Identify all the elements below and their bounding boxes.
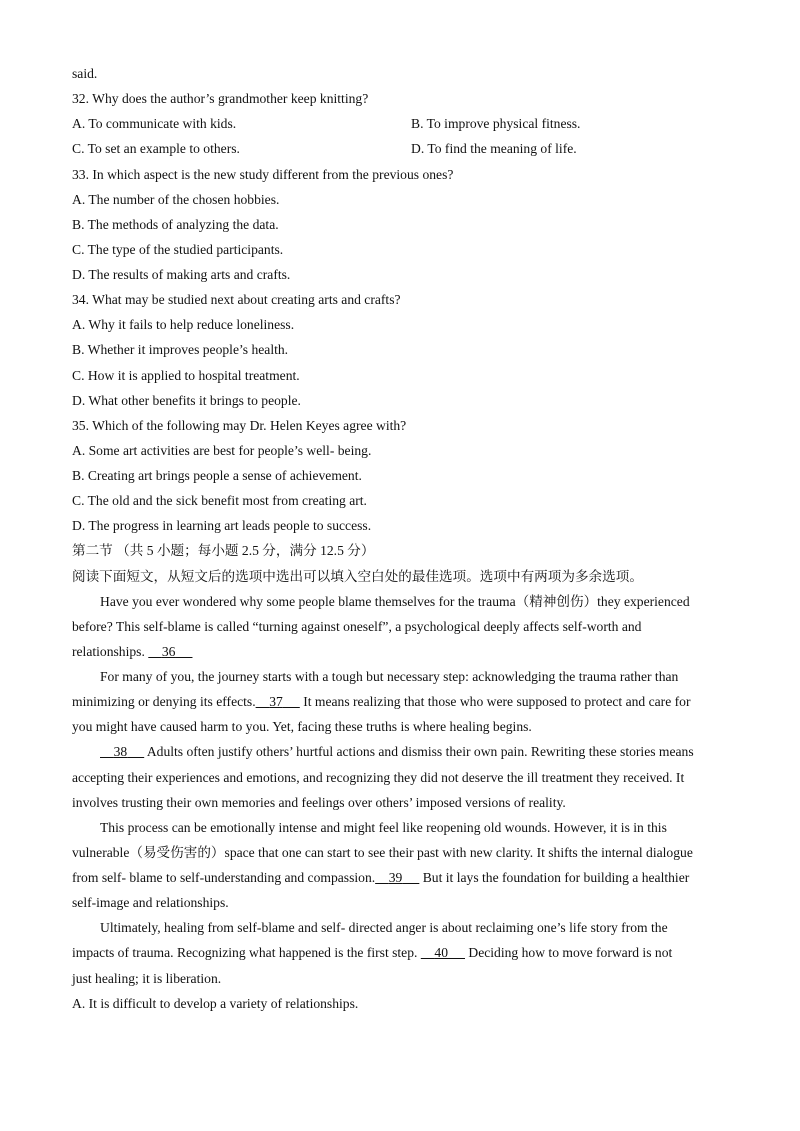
text-segment: C. The old and the sick benefit most from creating art.: [72, 493, 367, 509]
text-line: [72, 614, 732, 639]
text-segment: C. How it is applied to hospital treatment.: [72, 367, 300, 383]
text-line: [72, 488, 732, 513]
answer-blank: [375, 865, 419, 890]
text-segment: impacts of trauma. Recognizing what happened is the first step.: [72, 945, 421, 961]
text-line: [72, 287, 732, 312]
text-segment: A. To communicate with kids.: [72, 116, 237, 132]
text-line: [72, 513, 732, 538]
text-line: [72, 212, 732, 237]
text-line: [72, 136, 732, 161]
text-segment: A. It is difficult to develop a variety of relationships.: [72, 995, 359, 1011]
text-segment: before? This self-blame is called “turning against oneself”, a psychological deeply affects self-worth and: [72, 618, 642, 634]
text-line: [72, 815, 732, 840]
text-segment: C. The type of the studied participants.: [72, 241, 284, 257]
text-line: [72, 162, 732, 187]
text-line: [72, 966, 732, 991]
text-line: [72, 840, 732, 865]
text-segment: Have you ever wondered why some people blame themselves for the trauma（精神创伤）they experienced: [100, 593, 690, 609]
text-line: [72, 312, 732, 337]
text-segment: just healing; it is liberation.: [72, 970, 222, 986]
text-line: [72, 865, 732, 890]
text-line: [72, 438, 732, 463]
text-line: [72, 664, 732, 689]
text-segment: Deciding how to move forward is not: [465, 945, 673, 961]
text-segment: C. To set an example to others.: [72, 141, 240, 157]
text-segment: It means realizing that those who were supposed to protect and care for: [299, 694, 691, 710]
text-line: [72, 538, 732, 563]
text-line: [72, 915, 732, 940]
text-segment: minimizing or denying its effects.: [72, 694, 256, 710]
text-line: [72, 564, 732, 589]
text-segment: D. What other benefits it brings to people.: [72, 392, 301, 408]
text-line: [72, 765, 732, 790]
text-line: [72, 890, 732, 915]
text-line: [72, 739, 732, 764]
text-line: [72, 187, 732, 212]
text-segment: Adults often justify others’ hurtful actions and dismiss their own pain. Rewriting these stories means: [144, 744, 694, 760]
text-segment: 35. Which of the following may Dr. Helen Keyes agree with?: [72, 417, 407, 433]
text-line: [72, 714, 732, 739]
text-segment: A. The number of the chosen hobbies.: [72, 191, 280, 207]
text-segment: B. The methods of analyzing the data.: [72, 216, 279, 232]
text-segment: D. The results of making arts and crafts.: [72, 267, 291, 282]
text-line: [72, 689, 732, 714]
text-line: [72, 337, 732, 362]
text-segment: accepting their experiences and emotions, and recognizing they did not deserve the ill treatment they received. It: [72, 769, 685, 785]
blank-number: 39: [388, 870, 403, 885]
text-segment: 第二节 （共 5 小题；每小题 2.5 分，满分 12.5 分）: [72, 543, 375, 559]
text-segment: D. The progress in learning art leads people to success.: [72, 518, 372, 534]
answer-blank: [100, 739, 144, 764]
text-line: [72, 790, 732, 815]
text-line: [72, 589, 732, 614]
text-segment: 阅读下面短文，从短文后的选项中选出可以填入空白处的最佳选项。选项中有两项为多余选项。: [72, 568, 643, 584]
text-segment: 32. Why does the author’s grandmother keep knitting?: [72, 91, 369, 107]
blank-number: 37: [269, 694, 283, 710]
text-segment: from self- blame to self-understanding and compassion.: [72, 870, 376, 885]
text-segment: involves trusting their own memories and feelings over others’ imposed versions of reality.: [72, 794, 566, 810]
document-page: [72, 61, 732, 1016]
text-line: [72, 86, 732, 111]
answer-blank: [421, 940, 465, 965]
text-segment: B. Creating art brings people a sense of achievement.: [72, 468, 362, 483]
text-segment: A. Some art activities are best for people’s well- being.: [72, 442, 372, 458]
text-line: [72, 262, 732, 287]
text-segment: 33. In which aspect is the new study different from the previous ones?: [72, 166, 454, 182]
text-line: [72, 639, 732, 664]
text-segment: For many of you, the journey starts with a tough but necessary step: acknowledging the trauma rather than: [100, 669, 679, 684]
text-segment: But it lays the foundation for building a healthier: [419, 870, 690, 885]
answer-blank: [148, 639, 192, 664]
text-line: [72, 388, 732, 413]
text-segment: you might have caused harm to you. Yet, facing these truths is where healing begins.: [72, 719, 532, 735]
option-right-column: B. To improve physical fitness.: [411, 116, 581, 132]
text-line: [72, 463, 732, 488]
answer-blank: [256, 689, 300, 714]
text-segment: self-image and relationships.: [72, 895, 229, 911]
text-segment: This process can be emotionally intense and might feel like reopening old wounds. However, it is in this: [100, 819, 667, 835]
text-line: [72, 413, 732, 438]
blank-number: 40: [434, 945, 448, 961]
text-line: [72, 61, 732, 86]
text-line: [72, 237, 732, 262]
blank-number: 38: [113, 744, 128, 760]
blank-number: 36: [161, 643, 176, 659]
text-segment: relationships.: [72, 643, 149, 659]
text-segment: Ultimately, healing from self-blame and self- directed anger is about reclaiming one’s life story from the: [100, 920, 668, 936]
text-segment: A. Why it fails to help reduce loneliness.: [72, 317, 295, 333]
text-segment: said.: [72, 66, 98, 81]
text-line: [72, 111, 732, 136]
text-line: [72, 363, 732, 388]
text-segment: 34. What may be studied next about creating arts and crafts?: [72, 292, 401, 308]
text-segment: B. Whether it improves people’s health.: [72, 342, 289, 358]
text-line: [72, 991, 732, 1016]
option-right-column: D. To find the meaning of life.: [411, 141, 577, 157]
text-segment: vulnerable（易受伤害的）space that one can start to see their past with new clarity. It shifts the internal dialogue: [72, 844, 693, 860]
text-line: [72, 940, 732, 965]
